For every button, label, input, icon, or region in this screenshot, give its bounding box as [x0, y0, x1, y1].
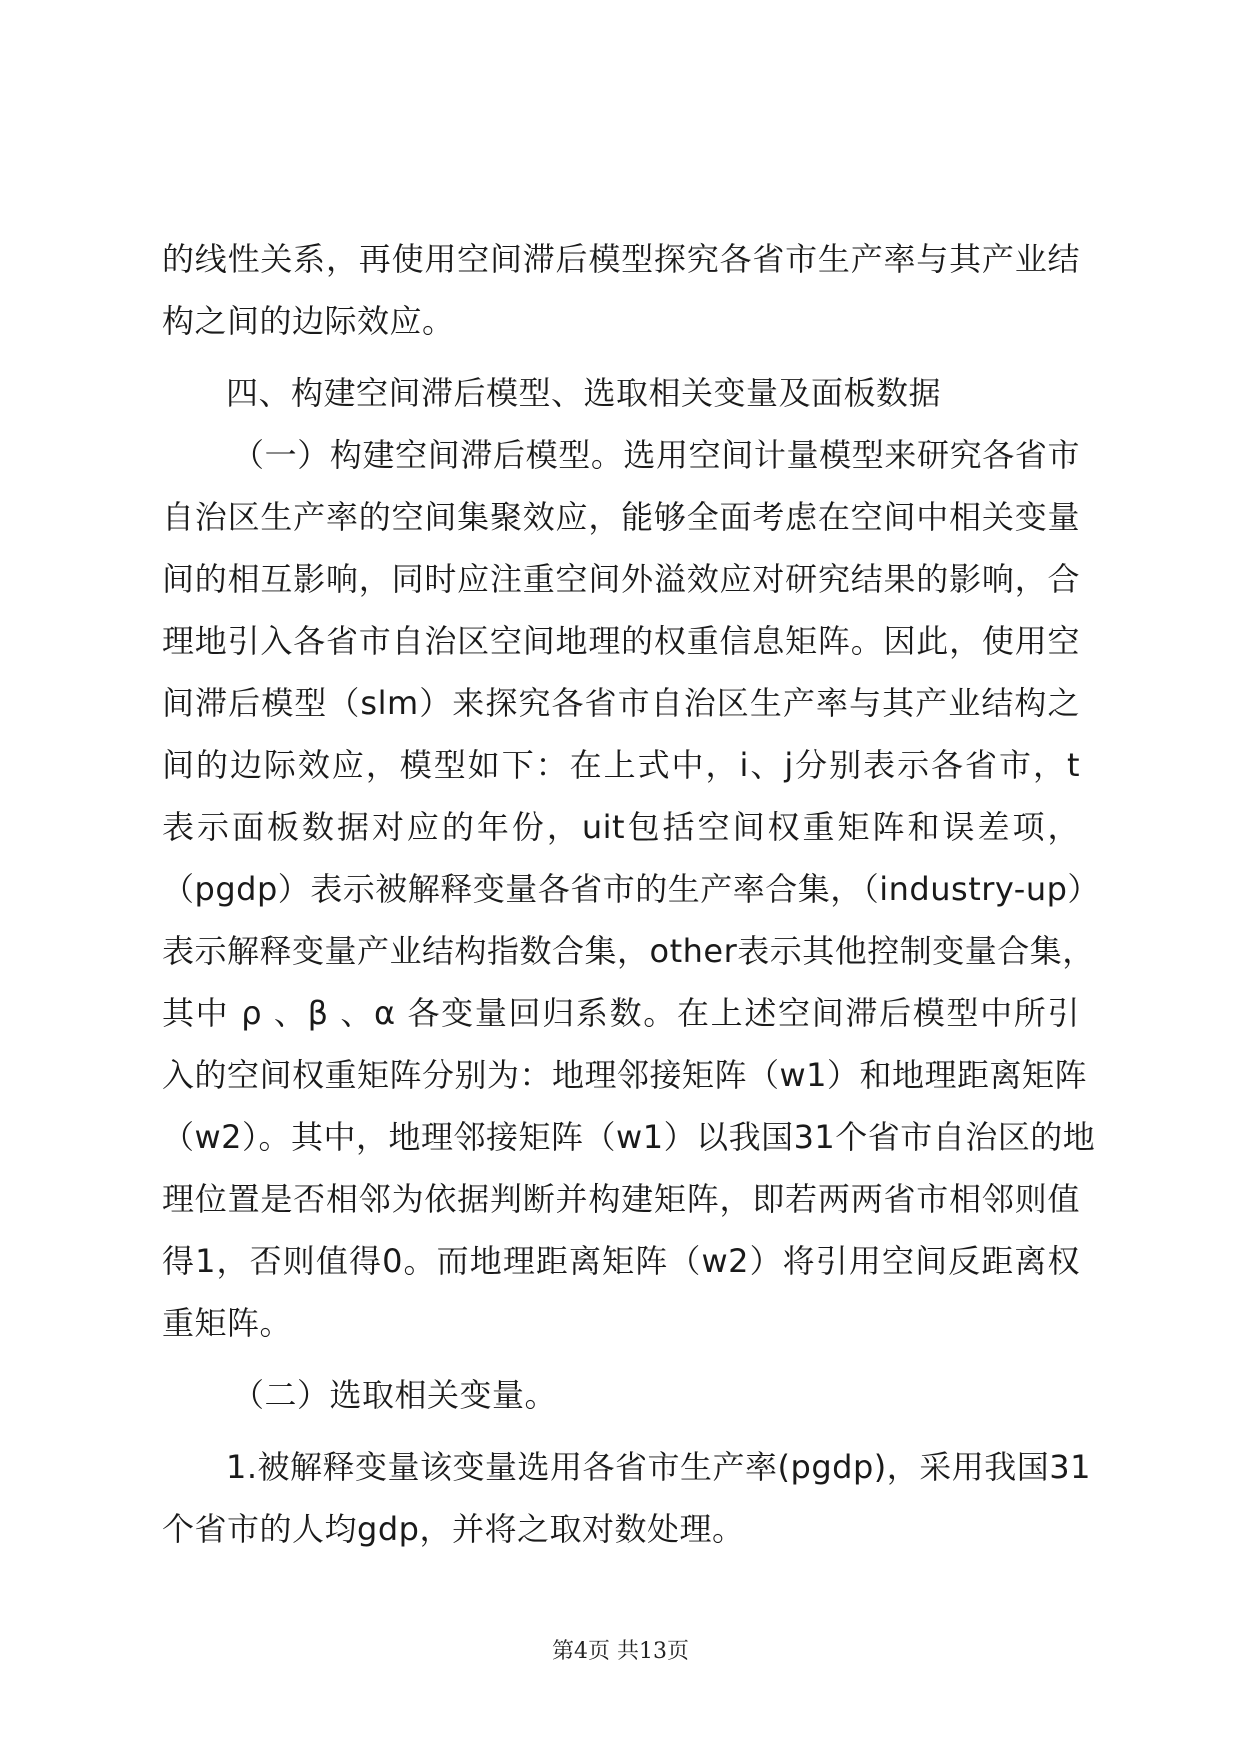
- paragraph-line: 的线性关系，再使用空间滞后模型探究各省市生产率与其产业结: [162, 240, 1080, 278]
- body-text: [162, 228, 1100, 1560]
- paragraph-line: 间的相互影响，同时应注重空间外溢效应对研究结果的影响，合: [162, 560, 1080, 598]
- paragraph-line: 自治区生产率的空间集聚效应，能够全面考虑在空间中相关变量: [162, 498, 1080, 536]
- paragraph-line: 间滞后模型（slm）来探究各省市自治区生产率与其产业结构之: [162, 684, 1080, 722]
- paragraph-line: 理位置是否相邻为依据判断并构建矩阵，即若两两省市相邻则值: [162, 1180, 1080, 1218]
- paragraph-line: （一）构建空间滞后模型。选用空间计量模型来研究各省市: [232, 436, 1080, 474]
- section-heading: 四、构建空间滞后模型、选取相关变量及面板数据: [226, 374, 942, 412]
- paragraph-line: 1.被解释变量该变量选用各省市生产率(pgdp)，采用我国31: [226, 1448, 1091, 1486]
- subsection-heading: （二）选取相关变量。: [232, 1376, 558, 1414]
- paragraph-line: （pgdp）表示被解释变量各省市的生产率合集，（industry-up）: [162, 870, 1100, 908]
- paragraph-line: 其中 ρ 、β 、α 各变量回归系数。在上述空间滞后模型中所引: [162, 994, 1080, 1032]
- paragraph-line: 表示解释变量产业结构指数合集，other表示其他控制变量合集，: [162, 932, 1095, 970]
- paragraph-line: 重矩阵。: [162, 1304, 293, 1342]
- paragraph-line: 表示面板数据对应的年份，uit包括空间权重矩阵和误差项，: [162, 808, 1080, 846]
- paragraph-line: 理地引入各省市自治区空间地理的权重信息矩阵。因此，使用空: [162, 622, 1080, 660]
- paragraph-line: 构之间的边际效应。: [162, 302, 455, 340]
- page-number: 第4页 共13页: [552, 1639, 689, 1664]
- paragraph-line: （w2）。其中，地理邻接矩阵（w1）以我国31个省市自治区的地: [162, 1118, 1096, 1156]
- paragraph-line: 个省市的人均gdp，并将之取对数处理。: [162, 1510, 745, 1548]
- paragraph-line: 间的边际效应，模型如下：在上式中，i、j分别表示各省市，t: [162, 746, 1080, 784]
- paragraph-line: 入的空间权重矩阵分别为：地理邻接矩阵（w1）和地理距离矩阵: [162, 1056, 1088, 1094]
- paragraph-line: 得1，否则值得0。而地理距离矩阵（w2）将引用空间反距离权: [162, 1242, 1080, 1280]
